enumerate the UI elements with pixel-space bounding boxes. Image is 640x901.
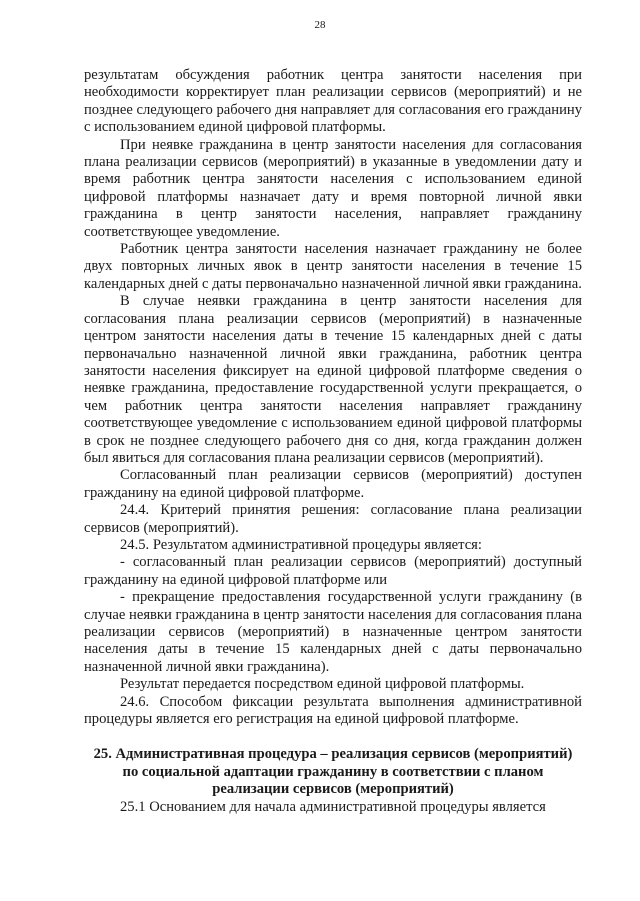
paragraph-repeat-appearances: Работник центра занятости населения назначает гражданину не более двух повторных личных явок в центр занятости населения в течение 15 календарных дней с даты первоначально назначенной личной явки гражданина. [84,241,582,292]
paragraph-24-4: 24.4. Критерий принятия решения: согласование плана реализации сервисов (мероприятий). [84,502,582,536]
list-item-agreed-plan: - согласованный план реализации сервисов (мероприятий) доступный гражданину на единой цифровой платформе или [84,554,582,588]
paragraph-continuation: результатам обсуждения работник центра занятости населения при необходимости корректирует план реализации сервисов (мероприятий) и не позднее следующего рабочего дня направляет для согласования его гражданину с использованием единой цифровой платформы. [84,67,582,136]
document-body [84,67,582,816]
list-item-termination: - прекращение предоставления государственной услуги гражданину (в случае неявки гражданина в центр занятости населения для согласования плана реализации сервисов (мероприятий) в назначенные центром занятости населения даты в течение 15 календарных дней с даты первоначально назначенной личной явки гражданина). [84,589,582,675]
paragraph-result-transfer: Результат передается посредством единой цифровой платформы. [120,676,525,693]
paragraph-24-6: 24.6. Способом фиксации результата выполнения административной процедуры является его регистрация на единой цифровой платформе. [84,693,582,728]
paragraph-termination: В случае неявки гражданина в центр занятости населения для согласования плана реализации сервисов (мероприятий) в назначенные центром занятости населения даты в течение 15 календарных дней с даты первоначально назначенной личной явки гражданина, работник центра занятости населения фиксирует на единой цифровой платформе сведения о неявке гражданина, предоставление государственной услуги прекращается, о чем работник центра занятости населения направляет гражданину соответствующее уведомление с использованием единой цифровой платформы в срок не позднее следующего рабочего дня со дня, когда гражданин должен был явиться для согласования плана реализации сервисов (мероприятий). [84,293,582,466]
page-number: 28 [314,19,326,31]
paragraph-25-1: 25.1 Основанием для начала административной процедуры является [120,798,546,815]
section-spacer [84,728,582,746]
paragraph-non-appearance: При неявке гражданина в центр занятости населения для согласования плана реализации сервисов (мероприятий) в указанные в уведомлении дату и время работник центра занятости населения с использованием единой цифровой платформы назначает дату и время повторной личной явки гражданина в центр занятости населения, направляет гражданину соответствующее уведомление. [84,136,582,240]
paragraph-agreed-plan: Согласованный план реализации сервисов (мероприятий) доступен гражданину на единой цифровой платформе. [84,467,582,501]
paragraph-24-5: 24.5. Результатом административной процедуры является: [120,536,482,553]
section-heading-25: 25. Административная процедура – реализация сервисов (мероприятий) по социальной адаптации гражданину в соответствии с планом реализации сервисов (мероприятий) [93,746,573,798]
